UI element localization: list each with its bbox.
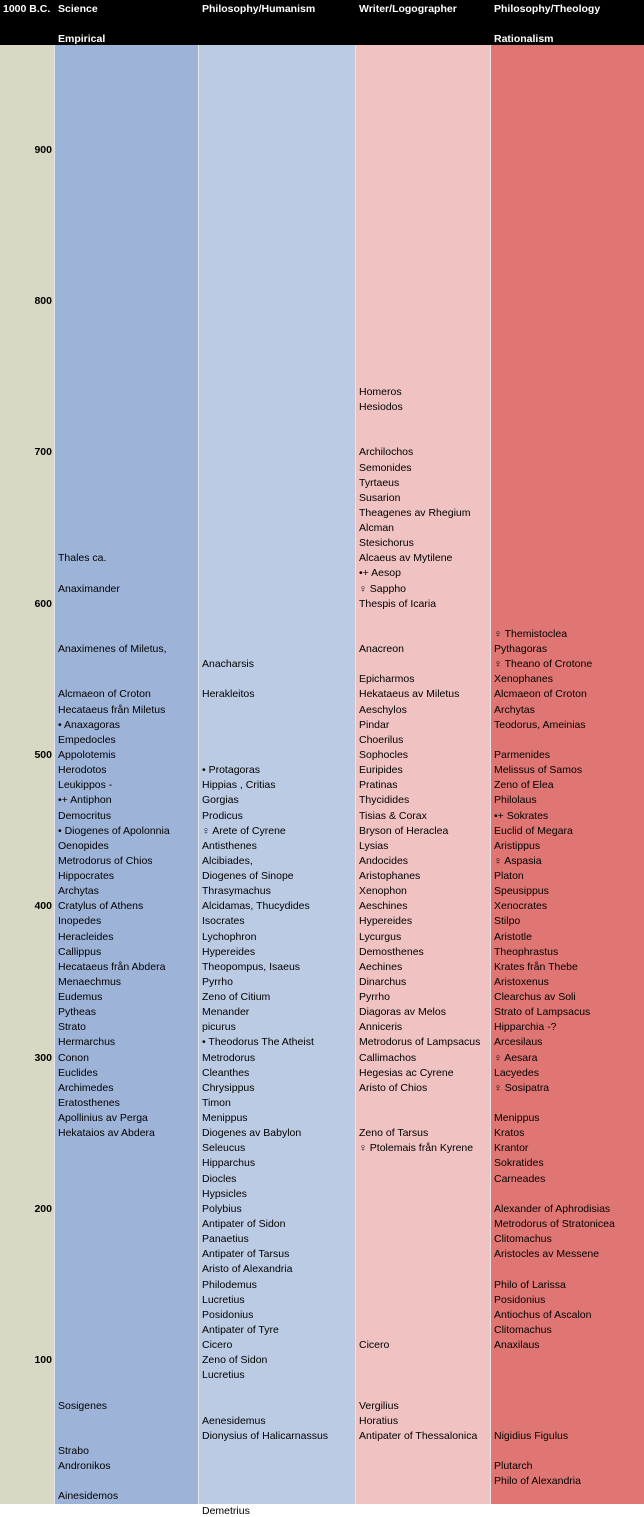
philosophy-entry: Demetrius xyxy=(202,1505,250,1517)
writer-entry: Semonides xyxy=(359,461,412,474)
writer-entry: Sophocles xyxy=(359,748,409,761)
writer-entry: Susarion xyxy=(359,491,401,504)
writer-entry: Homeros xyxy=(359,385,402,398)
theology-entry: Menippus xyxy=(494,1112,540,1125)
philosophy-entry: Alcibiades, xyxy=(202,854,253,867)
year-label: 800 xyxy=(34,295,52,308)
philosophy-entry: Zeno of Sidon xyxy=(202,1354,268,1367)
theology-entry: Strato of Lampsacus xyxy=(494,1006,591,1019)
philosophy-entry: Antipater of Tyre xyxy=(202,1323,279,1336)
header-year: 1000 B.C. xyxy=(3,3,51,15)
science-entry: Menaechmus xyxy=(58,975,122,988)
science-entry: • Diogenes of Apolonnia xyxy=(58,824,170,837)
theology-entry: Alcmaeon of Croton xyxy=(494,688,587,701)
theology-entry: Krates från Thebe xyxy=(494,960,578,973)
writer-entry: Andocides xyxy=(359,854,409,867)
theology-entry: ♀ Theano of Crotone xyxy=(494,658,593,671)
science-entry: Cratylus of Athens xyxy=(58,900,144,913)
theology-entry: Plutarch xyxy=(494,1460,533,1473)
header-philosophy: Philosophy/Humanism xyxy=(202,3,316,15)
writer-entry: Diagoras av Melos xyxy=(359,1006,446,1019)
column-divider xyxy=(54,45,55,1504)
science-entry: Hekataios av Abdera xyxy=(58,1127,155,1140)
philosophy-entry: Theopompus, Isaeus xyxy=(202,960,301,973)
philosophy-entry: Diogenes of Sinope xyxy=(202,870,294,883)
writer-entry: Thespis of Icaria xyxy=(359,597,437,610)
writer-entry: Tisias & Corax xyxy=(359,809,427,822)
philosophy-entry: Pyrrho xyxy=(202,975,233,988)
theology-entry: ♀ Sosipatra xyxy=(494,1081,550,1094)
writer-entry: Cicero xyxy=(359,1339,390,1352)
philosophy-entry: • Protagoras xyxy=(202,764,260,777)
theology-entry: Posidonius xyxy=(494,1293,546,1306)
header-science: Science xyxy=(58,3,98,15)
science-entry: Herodotos xyxy=(58,764,107,777)
year-label: 900 xyxy=(34,143,52,156)
theology-entry: Philolaus xyxy=(494,794,537,807)
writer-entry: Vergilius xyxy=(359,1399,399,1412)
philosophy-entry: ♀ Arete of Cyrene xyxy=(202,824,286,837)
philosophy-entry: Lucretius xyxy=(202,1369,245,1382)
theology-entry: Carneades xyxy=(494,1172,546,1185)
writer-entry: •+ Aesop xyxy=(359,567,401,580)
theology-entry: Aristocles av Messene xyxy=(494,1248,600,1261)
writer-entry: Euripides xyxy=(359,764,403,777)
writer-entry: Callimachos xyxy=(359,1051,417,1064)
philosophy-entry: Lucretius xyxy=(202,1293,245,1306)
science-entry: Callippus xyxy=(58,945,102,958)
writer-entry: Xenophon xyxy=(359,885,407,898)
writer-entry: ♀ Ptolemais från Kyrene xyxy=(359,1142,474,1155)
philosophy-entry: Diogenes av Babylon xyxy=(202,1127,302,1140)
science-entry: Leukippos - xyxy=(58,779,113,792)
theology-entry: Xenophanes xyxy=(494,673,553,686)
science-entry: Ainesidemos xyxy=(58,1490,119,1503)
column-divider xyxy=(198,45,199,1504)
science-entry: Oenopides xyxy=(58,839,109,852)
science-entry: • Anaxagoras xyxy=(58,718,121,731)
philosophy-entry: Antipater of Tarsus xyxy=(202,1248,290,1261)
philosophy-entry: Herakleitos xyxy=(202,688,255,701)
writer-entry: Aechines xyxy=(359,960,403,973)
year-column xyxy=(0,45,54,1504)
philosophy-entry: Philodemus xyxy=(202,1278,257,1291)
theology-entry: Hipparchia -? xyxy=(494,1021,557,1034)
column-divider xyxy=(355,45,356,1504)
year-label: 600 xyxy=(34,597,52,610)
theology-entry: Nigidius Figulus xyxy=(494,1429,569,1442)
writer-entry: Demosthenes xyxy=(359,945,424,958)
science-entry: Archimedes xyxy=(58,1081,114,1094)
theology-entry: ♀ Themistoclea xyxy=(494,627,568,640)
writer-entry: Hypereides xyxy=(359,915,413,928)
theology-entry: Clitomachus xyxy=(494,1233,552,1246)
science-entry: Apollinius av Perga xyxy=(58,1112,148,1125)
theology-entry: Alexander of Aphrodisias xyxy=(494,1202,611,1215)
theology-entry: Teodorus, Ameinias xyxy=(494,718,586,731)
science-entry: Archytas xyxy=(58,885,99,898)
theology-entry: Stilpo xyxy=(494,915,521,928)
theology-entry: Xenocrates xyxy=(494,900,548,913)
writer-entry: Hegesias ac Cyrene xyxy=(359,1066,454,1079)
science-entry: Anaximander xyxy=(58,582,120,595)
philosophy-entry: Thrasymachus xyxy=(202,885,271,898)
theology-entry: Zeno of Elea xyxy=(494,779,554,792)
theology-entry: Philo of Larissa xyxy=(494,1278,566,1291)
theology-entry: Theophrastus xyxy=(494,945,559,958)
writer-entry: Aeschines xyxy=(359,900,408,913)
writer-entry: Pratinas xyxy=(359,779,398,792)
philosophy-entry: Dionysius of Halicarnassus xyxy=(202,1429,329,1442)
writer-entry: Aristo of Chios xyxy=(359,1081,428,1094)
philosophy-entry: Hippias , Critias xyxy=(202,779,276,792)
theology-entry: Aristoxenus xyxy=(494,975,549,988)
science-entry: Andronikos xyxy=(58,1460,111,1473)
theology-entry: Pythagoras xyxy=(494,643,548,656)
science-entry: Hecataeus från Miletus xyxy=(58,703,166,716)
science-entry: Conon xyxy=(58,1051,89,1064)
philosophy-entry: Metrodorus xyxy=(202,1051,256,1064)
philosophy-entry: Menander xyxy=(202,1006,250,1019)
writer-entry: Zeno of Tarsus xyxy=(359,1127,429,1140)
theology-entry: •+ Sokrates xyxy=(494,809,549,822)
writer-entry: Choerilus xyxy=(359,733,404,746)
science-entry: Anaximenes of Miletus, xyxy=(58,643,167,656)
philosophy-entry: Alcidamas, Thucydides xyxy=(202,900,310,913)
science-entry: Hecataeus från Abdera xyxy=(58,960,166,973)
writer-entry: ♀ Sappho xyxy=(359,582,406,595)
theology-entry: Speusippus xyxy=(494,885,549,898)
theology-entry: Platon xyxy=(494,870,524,883)
philosophy-entry: Chrysippus xyxy=(202,1081,255,1094)
philosophy-entry: Hypsicles xyxy=(202,1187,247,1200)
writer-entry: Hesiodos xyxy=(359,400,403,413)
science-entry: Pytheas xyxy=(58,1006,96,1019)
theology-entry: ♀ Aspasia xyxy=(494,854,542,867)
writer-entry: Tyrtaeus xyxy=(359,476,400,489)
science-entry: Democritus xyxy=(58,809,112,822)
theology-entry: Clitomachus xyxy=(494,1323,552,1336)
year-label: 700 xyxy=(34,446,52,459)
theology-entry: Metrodorus of Stratonicea xyxy=(494,1218,615,1230)
theology-entry: Melissus of Samos xyxy=(494,764,583,777)
writer-entry: Alcman xyxy=(359,522,395,535)
writer-entry: Stesichorus xyxy=(359,537,414,550)
theology-entry: Anaxilaus xyxy=(494,1339,540,1352)
theology-entry: Kratos xyxy=(494,1127,525,1140)
header-science-sub: Empirical xyxy=(58,33,106,45)
writer-entry: Lycurgus xyxy=(359,930,402,943)
science-entry: Metrodorus of Chios xyxy=(58,854,153,867)
writer-entry: Horatius xyxy=(359,1414,399,1427)
theology-entry: Krantor xyxy=(494,1142,529,1155)
philosophy-entry: Seleucus xyxy=(202,1142,246,1155)
year-label: 400 xyxy=(34,900,52,913)
writer-entry: Aeschylos xyxy=(359,703,407,716)
philosophy-entry: Hipparchus xyxy=(202,1157,256,1170)
philosophy-entry: Aristo of Alexandria xyxy=(202,1263,293,1276)
theology-entry: ♀ Aesara xyxy=(494,1051,538,1064)
philosophy-entry: Anacharsis xyxy=(202,658,254,671)
science-entry: Euclides xyxy=(58,1066,98,1079)
philosophy-entry: Timon xyxy=(202,1096,231,1109)
writer-entry: Bryson of Heraclea xyxy=(359,824,449,837)
philosophy-entry: Aenesidemus xyxy=(202,1414,266,1427)
writer-entry: Lysias xyxy=(359,839,389,852)
theology-entry: Antiochus of Ascalon xyxy=(494,1308,592,1321)
writer-entry: Epicharmos xyxy=(359,673,415,686)
science-entry: Empedocles xyxy=(58,733,116,746)
science-entry: •+ Antiphon xyxy=(58,794,112,807)
header-theology-sub: Rationalism xyxy=(494,33,554,45)
theology-entry: Sokratides xyxy=(494,1157,544,1170)
philosophy-entry: Prodicus xyxy=(202,809,243,822)
writer-entry: Archilochos xyxy=(359,446,414,459)
science-entry: Eratosthenes xyxy=(58,1096,120,1109)
theology-entry: Philo of Alexandria xyxy=(494,1475,581,1488)
philosophy-entry: Isocrates xyxy=(202,915,245,928)
science-entry: Thales ca. xyxy=(58,552,107,565)
writer-entry: Antipater of Thessalonica xyxy=(359,1429,478,1442)
philosophy-entry: Diocles xyxy=(202,1172,237,1185)
philosophy-entry: Zeno of Citium xyxy=(202,991,271,1004)
philosophy-entry: Hypereides xyxy=(202,945,256,958)
year-label: 300 xyxy=(34,1051,52,1064)
writer-entry: Aristophanes xyxy=(359,870,421,883)
writer-entry: Alcaeus av Mytilene xyxy=(359,552,453,565)
year-label: 500 xyxy=(34,748,52,761)
science-entry: Hermarchus xyxy=(58,1036,116,1049)
science-entry: Sosigenes xyxy=(58,1399,108,1412)
science-entry: Inopedes xyxy=(58,915,102,928)
science-entry: Strato xyxy=(58,1021,87,1034)
writer-entry: Anacreon xyxy=(359,643,404,656)
science-entry: Alcmaeon of Croton xyxy=(58,688,151,701)
philosophy-entry: Panaetius xyxy=(202,1233,249,1246)
philosophy-entry: picurus xyxy=(202,1021,236,1034)
year-label: 100 xyxy=(34,1354,52,1367)
philosophy-entry: Lychophron xyxy=(202,930,257,943)
writer-entry: Thycidides xyxy=(359,794,410,807)
theology-entry: Euclid of Megara xyxy=(494,824,573,837)
writer-entry: Pyrrho xyxy=(359,991,390,1004)
philosophy-entry: Antipater of Sidon xyxy=(202,1218,286,1230)
science-entry: Heracleides xyxy=(58,930,114,943)
year-label: 200 xyxy=(34,1202,52,1215)
theology-entry: Aristotle xyxy=(494,930,532,943)
science-entry: Strabo xyxy=(58,1444,89,1457)
writer-entry: Hekataeus av Miletus xyxy=(359,688,460,701)
theology-entry: Parmenides xyxy=(494,748,551,761)
column-divider xyxy=(490,45,491,1504)
philosophy-entry: Antisthenes xyxy=(202,839,257,852)
writer-entry: Metrodorus of Lampsacus xyxy=(359,1036,481,1049)
writer-entry: Pindar xyxy=(359,718,390,731)
philosophy-entry: • Theodorus The Atheist xyxy=(202,1036,314,1049)
science-entry: Appolotemis xyxy=(58,748,116,761)
writer-entry: Anniceris xyxy=(359,1021,403,1034)
philosophy-entry: Cicero xyxy=(202,1339,233,1352)
header-writer: Writer/Logographer xyxy=(359,3,457,15)
science-entry: Eudemus xyxy=(58,991,103,1004)
philosophy-entry: Posidonius xyxy=(202,1308,254,1321)
philosophy-entry: Polybius xyxy=(202,1202,242,1215)
philosophy-entry: Menippus xyxy=(202,1112,248,1125)
writer-entry: Theagenes av Rhegium xyxy=(359,506,471,519)
writer-entry: Dinarchus xyxy=(359,975,407,988)
science-entry: Hippocrates xyxy=(58,870,115,883)
theology-entry: Arcesilaus xyxy=(494,1036,543,1049)
theology-entry: Archytas xyxy=(494,703,535,716)
philosophy-entry: Gorgias xyxy=(202,794,239,807)
theology-entry: Aristippus xyxy=(494,839,541,852)
header-theology: Philosophy/Theology xyxy=(494,3,601,15)
philosophy-entry: Cleanthes xyxy=(202,1066,250,1079)
theology-entry: Lacyedes xyxy=(494,1066,539,1079)
theology-entry: Clearchus av Soli xyxy=(494,991,576,1004)
header-row xyxy=(0,0,644,45)
